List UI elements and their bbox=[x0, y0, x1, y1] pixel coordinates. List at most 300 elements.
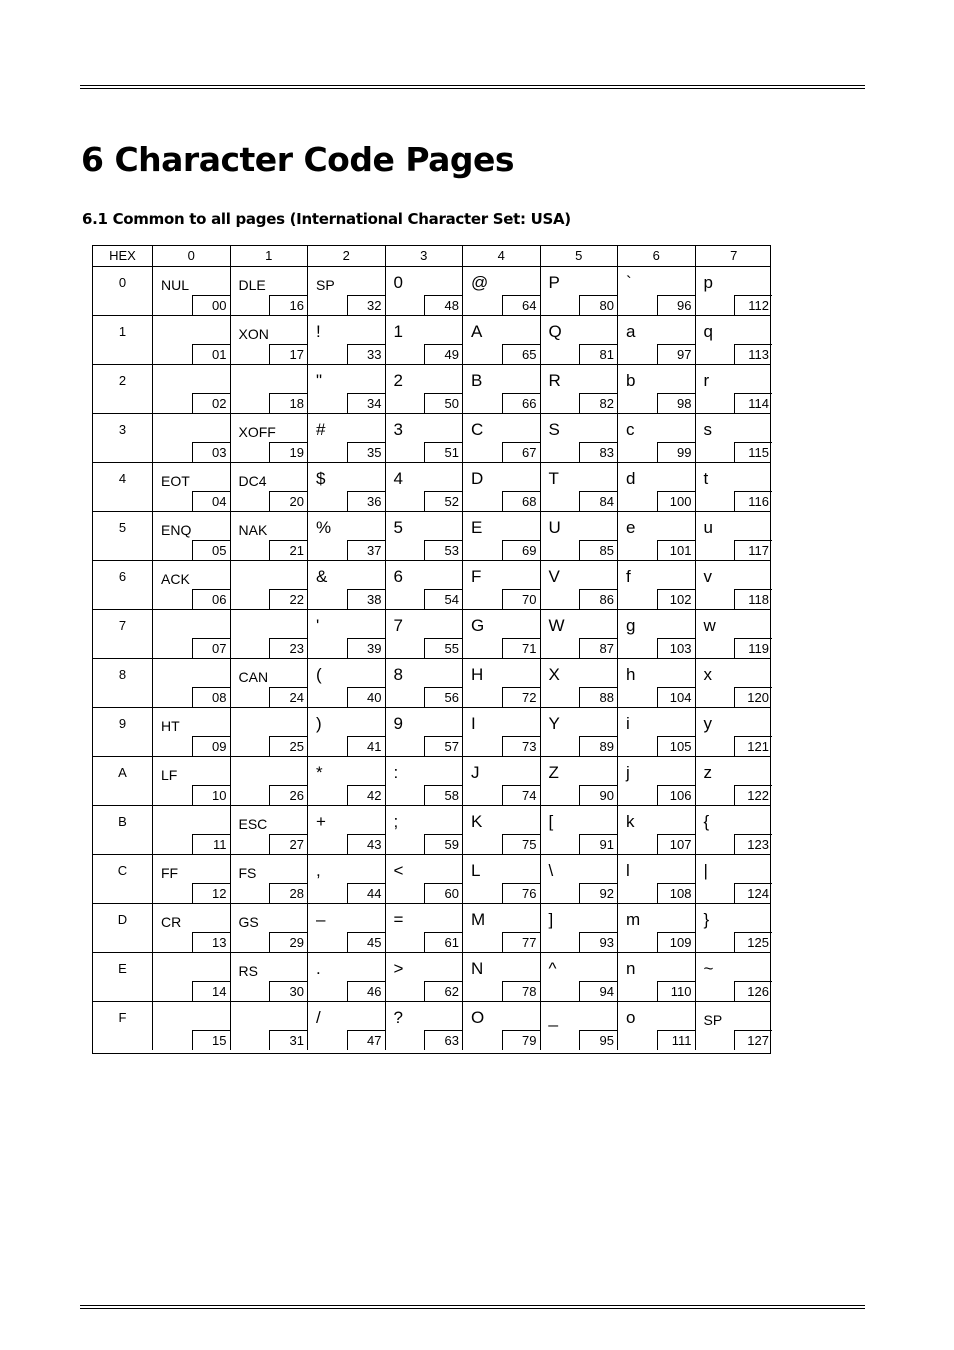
row-hex-label: 3 bbox=[118, 422, 127, 437]
decimal-code: 111 bbox=[657, 1030, 695, 1050]
code-cell bbox=[540, 904, 618, 952]
character-symbol: v bbox=[703, 567, 712, 586]
column-header-7: 7 bbox=[695, 246, 773, 266]
code-cell bbox=[617, 953, 695, 1001]
table-row bbox=[93, 610, 770, 659]
code-cell bbox=[462, 806, 540, 854]
code-cell bbox=[540, 855, 618, 903]
section-subtitle: 6.1 Common to all pages (International Character Set: USA) bbox=[82, 210, 571, 228]
code-cell bbox=[462, 365, 540, 413]
row-hex-label: A bbox=[118, 765, 127, 780]
decimal-code: 37 bbox=[347, 540, 385, 560]
character-symbol: O bbox=[471, 1008, 485, 1027]
decimal-code: 29 bbox=[269, 932, 307, 952]
code-cell bbox=[617, 610, 695, 658]
character-symbol: , bbox=[316, 861, 321, 880]
code-cell bbox=[230, 414, 308, 462]
character-symbol: EOT bbox=[161, 473, 190, 489]
code-cell bbox=[462, 414, 540, 462]
code-cell bbox=[385, 561, 463, 609]
decimal-code: 21 bbox=[269, 540, 307, 560]
decimal-code: 23 bbox=[269, 638, 307, 658]
decimal-code: 104 bbox=[657, 687, 695, 707]
code-cell bbox=[695, 512, 773, 560]
code-cell bbox=[385, 267, 463, 315]
code-cell bbox=[695, 610, 773, 658]
header-rule-top bbox=[80, 85, 865, 86]
character-symbol: ^ bbox=[548, 959, 557, 978]
decimal-code: 54 bbox=[424, 589, 462, 609]
character-symbol: NUL bbox=[161, 277, 190, 293]
code-cell bbox=[540, 659, 618, 707]
footer-rule-bottom bbox=[80, 1308, 865, 1309]
code-cell bbox=[307, 708, 385, 756]
decimal-code: 85 bbox=[579, 540, 617, 560]
character-symbol: = bbox=[393, 910, 404, 929]
code-cell bbox=[307, 1002, 385, 1050]
code-cell bbox=[385, 904, 463, 952]
character-symbol: DLE bbox=[238, 277, 266, 293]
code-cell bbox=[307, 904, 385, 952]
decimal-code: 04 bbox=[192, 491, 230, 511]
character-symbol: X bbox=[548, 665, 560, 684]
code-cell bbox=[230, 463, 308, 511]
character-symbol: Z bbox=[548, 763, 559, 782]
character-symbol: 9 bbox=[393, 714, 403, 733]
decimal-code: 121 bbox=[734, 736, 772, 756]
decimal-code: 122 bbox=[734, 785, 772, 805]
character-symbol: & bbox=[316, 567, 328, 586]
character-symbol: H bbox=[471, 665, 484, 684]
character-symbol: \ bbox=[548, 861, 554, 880]
character-symbol: 2 bbox=[393, 371, 403, 390]
character-symbol: A bbox=[471, 322, 483, 341]
character-symbol: q bbox=[703, 322, 713, 341]
code-cell bbox=[540, 365, 618, 413]
code-cell bbox=[385, 316, 463, 364]
character-symbol: b bbox=[626, 371, 636, 390]
decimal-code: 102 bbox=[657, 589, 695, 609]
decimal-code: 31 bbox=[269, 1030, 307, 1050]
hex-column-header: HEX bbox=[109, 248, 136, 263]
code-cell bbox=[385, 463, 463, 511]
decimal-code: 96 bbox=[657, 295, 695, 315]
code-cell bbox=[230, 365, 308, 413]
code-cell bbox=[152, 267, 230, 315]
code-cell bbox=[540, 1002, 618, 1050]
decimal-code: 47 bbox=[347, 1030, 385, 1050]
character-symbol: n bbox=[626, 959, 636, 978]
decimal-code: 15 bbox=[192, 1030, 230, 1050]
code-cell bbox=[540, 561, 618, 609]
code-cell bbox=[462, 1002, 540, 1050]
decimal-code: 19 bbox=[269, 442, 307, 462]
code-cell bbox=[385, 806, 463, 854]
character-symbol: F bbox=[471, 567, 482, 586]
code-cell bbox=[695, 414, 773, 462]
decimal-code: 64 bbox=[502, 295, 540, 315]
decimal-code: 08 bbox=[192, 687, 230, 707]
decimal-code: 91 bbox=[579, 834, 617, 854]
decimal-code: 127 bbox=[734, 1030, 772, 1050]
row-hex-label: B bbox=[118, 814, 127, 829]
character-symbol: V bbox=[548, 567, 560, 586]
code-cell bbox=[230, 1002, 308, 1050]
code-cell bbox=[152, 806, 230, 854]
character-symbol: j bbox=[626, 763, 630, 782]
character-symbol: S bbox=[548, 420, 560, 439]
code-cell bbox=[695, 365, 773, 413]
code-cell bbox=[540, 757, 618, 805]
decimal-code: 110 bbox=[657, 981, 695, 1001]
decimal-code: 25 bbox=[269, 736, 307, 756]
decimal-code: 26 bbox=[269, 785, 307, 805]
character-symbol: % bbox=[316, 518, 332, 537]
code-cell bbox=[540, 806, 618, 854]
code-cell bbox=[540, 708, 618, 756]
decimal-code: 88 bbox=[579, 687, 617, 707]
code-cell bbox=[385, 365, 463, 413]
decimal-code: 59 bbox=[424, 834, 462, 854]
decimal-code: 62 bbox=[424, 981, 462, 1001]
decimal-code: 06 bbox=[192, 589, 230, 609]
row-hex-label: E bbox=[118, 961, 127, 976]
decimal-code: 79 bbox=[502, 1030, 540, 1050]
decimal-code: 00 bbox=[192, 295, 230, 315]
decimal-code: 93 bbox=[579, 932, 617, 952]
table-row bbox=[93, 267, 770, 316]
code-cell bbox=[540, 267, 618, 315]
decimal-code: 39 bbox=[347, 638, 385, 658]
code-cell bbox=[695, 267, 773, 315]
character-symbol: G bbox=[471, 616, 485, 635]
decimal-code: 03 bbox=[192, 442, 230, 462]
code-cell bbox=[617, 267, 695, 315]
code-cell bbox=[462, 757, 540, 805]
decimal-code: 38 bbox=[347, 589, 385, 609]
decimal-code: 24 bbox=[269, 687, 307, 707]
decimal-code: 114 bbox=[734, 393, 772, 413]
decimal-code: 11 bbox=[192, 834, 230, 854]
code-cell bbox=[385, 953, 463, 1001]
code-cell bbox=[152, 659, 230, 707]
table-row bbox=[93, 463, 770, 512]
code-cell bbox=[617, 1002, 695, 1050]
decimal-code: 30 bbox=[269, 981, 307, 1001]
character-symbol: . bbox=[316, 959, 321, 978]
code-cell bbox=[540, 316, 618, 364]
row-hex-label: 1 bbox=[118, 324, 127, 339]
code-cell bbox=[230, 267, 308, 315]
character-symbol: ) bbox=[316, 714, 322, 733]
code-cell bbox=[307, 855, 385, 903]
decimal-code: 75 bbox=[502, 834, 540, 854]
decimal-code: 01 bbox=[192, 344, 230, 364]
decimal-code: 120 bbox=[734, 687, 772, 707]
character-symbol: N bbox=[471, 959, 484, 978]
code-cell bbox=[462, 953, 540, 1001]
character-symbol: e bbox=[626, 518, 636, 537]
row-hex-label: 2 bbox=[118, 373, 127, 388]
column-header-3: 3 bbox=[385, 246, 463, 266]
code-cell bbox=[152, 953, 230, 1001]
decimal-code: 18 bbox=[269, 393, 307, 413]
code-cell bbox=[307, 316, 385, 364]
character-symbol: _ bbox=[548, 1008, 558, 1027]
decimal-code: 13 bbox=[192, 932, 230, 952]
code-cell bbox=[230, 316, 308, 364]
decimal-code: 113 bbox=[734, 344, 772, 364]
decimal-code: 05 bbox=[192, 540, 230, 560]
code-cell bbox=[695, 561, 773, 609]
decimal-code: 41 bbox=[347, 736, 385, 756]
row-hex-label: 8 bbox=[118, 667, 127, 682]
character-symbol: < bbox=[393, 861, 404, 880]
character-symbol: | bbox=[703, 861, 708, 880]
character-symbol: NAK bbox=[238, 522, 268, 538]
character-symbol: y bbox=[703, 714, 712, 733]
character-symbol: XOFF bbox=[238, 424, 276, 440]
character-symbol: ' bbox=[316, 616, 320, 635]
character-symbol: M bbox=[471, 910, 486, 929]
code-cell bbox=[462, 267, 540, 315]
character-symbol: z bbox=[703, 763, 712, 782]
decimal-code: 74 bbox=[502, 785, 540, 805]
code-cell bbox=[307, 757, 385, 805]
decimal-code: 118 bbox=[734, 589, 772, 609]
decimal-code: 80 bbox=[579, 295, 617, 315]
code-cell bbox=[152, 708, 230, 756]
code-cell bbox=[462, 561, 540, 609]
code-cell bbox=[152, 855, 230, 903]
character-symbol: ] bbox=[548, 910, 554, 929]
decimal-code: 101 bbox=[657, 540, 695, 560]
character-symbol: GS bbox=[238, 914, 259, 930]
decimal-code: 78 bbox=[502, 981, 540, 1001]
code-cell bbox=[462, 316, 540, 364]
decimal-code: 58 bbox=[424, 785, 462, 805]
character-symbol: W bbox=[548, 616, 565, 635]
character-code-table bbox=[92, 245, 771, 1054]
code-cell bbox=[230, 561, 308, 609]
code-cell bbox=[152, 414, 230, 462]
decimal-code: 51 bbox=[424, 442, 462, 462]
code-cell bbox=[617, 414, 695, 462]
character-symbol: FF bbox=[161, 865, 179, 881]
code-cell bbox=[307, 806, 385, 854]
character-symbol: [ bbox=[548, 812, 554, 831]
character-symbol: 3 bbox=[393, 420, 403, 439]
decimal-code: 119 bbox=[734, 638, 772, 658]
code-cell bbox=[385, 610, 463, 658]
decimal-code: 42 bbox=[347, 785, 385, 805]
code-cell bbox=[617, 806, 695, 854]
character-symbol: C bbox=[471, 420, 484, 439]
table-row bbox=[93, 316, 770, 365]
character-symbol: $ bbox=[316, 469, 326, 488]
decimal-code: 65 bbox=[502, 344, 540, 364]
character-symbol: ~ bbox=[703, 959, 714, 978]
character-symbol: ESC bbox=[238, 816, 268, 832]
decimal-code: 116 bbox=[734, 491, 772, 511]
character-symbol: DC4 bbox=[238, 473, 267, 489]
character-symbol: h bbox=[626, 665, 636, 684]
decimal-code: 02 bbox=[192, 393, 230, 413]
character-symbol: ACK bbox=[161, 571, 190, 587]
code-cell bbox=[617, 463, 695, 511]
decimal-code: 106 bbox=[657, 785, 695, 805]
row-hex-label: D bbox=[117, 912, 128, 927]
footer-rule-top bbox=[80, 1305, 865, 1306]
code-cell bbox=[230, 855, 308, 903]
character-symbol: FS bbox=[238, 865, 257, 881]
code-cell bbox=[230, 512, 308, 560]
decimal-code: 43 bbox=[347, 834, 385, 854]
row-hex-label: F bbox=[118, 1010, 127, 1025]
code-cell bbox=[617, 561, 695, 609]
character-symbol: > bbox=[393, 959, 404, 978]
decimal-code: 68 bbox=[502, 491, 540, 511]
code-cell bbox=[540, 414, 618, 462]
column-header-4: 4 bbox=[462, 246, 540, 266]
code-cell bbox=[385, 512, 463, 560]
code-cell bbox=[152, 904, 230, 952]
decimal-code: 09 bbox=[192, 736, 230, 756]
decimal-code: 66 bbox=[502, 393, 540, 413]
decimal-code: 35 bbox=[347, 442, 385, 462]
decimal-code: 33 bbox=[347, 344, 385, 364]
character-symbol: t bbox=[703, 469, 709, 488]
row-hex-label: 6 bbox=[118, 569, 127, 584]
character-symbol: ! bbox=[316, 322, 321, 341]
decimal-code: 86 bbox=[579, 589, 617, 609]
decimal-code: 82 bbox=[579, 393, 617, 413]
code-cell bbox=[695, 757, 773, 805]
code-cell bbox=[152, 561, 230, 609]
decimal-code: 124 bbox=[734, 883, 772, 903]
code-cell bbox=[152, 316, 230, 364]
code-cell bbox=[385, 855, 463, 903]
code-cell bbox=[540, 953, 618, 1001]
code-cell bbox=[695, 953, 773, 1001]
character-symbol: p bbox=[703, 273, 713, 292]
character-symbol: a bbox=[626, 322, 636, 341]
character-symbol: { bbox=[703, 812, 710, 831]
decimal-code: 92 bbox=[579, 883, 617, 903]
column-header-6: 6 bbox=[617, 246, 695, 266]
code-cell bbox=[617, 659, 695, 707]
character-symbol: D bbox=[471, 469, 484, 488]
decimal-code: 123 bbox=[734, 834, 772, 854]
decimal-code: 115 bbox=[734, 442, 772, 462]
character-symbol: 0 bbox=[393, 273, 403, 292]
character-symbol: B bbox=[471, 371, 483, 390]
decimal-code: 103 bbox=[657, 638, 695, 658]
character-symbol: J bbox=[471, 763, 480, 782]
code-cell bbox=[152, 512, 230, 560]
table-row bbox=[93, 365, 770, 414]
decimal-code: 44 bbox=[347, 883, 385, 903]
column-header-2: 2 bbox=[307, 246, 385, 266]
column-header-1: 1 bbox=[230, 246, 308, 266]
code-cell bbox=[695, 904, 773, 952]
code-cell bbox=[617, 365, 695, 413]
code-cell bbox=[385, 659, 463, 707]
character-symbol: T bbox=[548, 469, 559, 488]
code-cell bbox=[540, 463, 618, 511]
character-symbol: L bbox=[471, 861, 481, 880]
character-symbol: Y bbox=[548, 714, 560, 733]
character-symbol: / bbox=[316, 1008, 321, 1027]
decimal-code: 98 bbox=[657, 393, 695, 413]
decimal-code: 99 bbox=[657, 442, 695, 462]
character-symbol: I bbox=[471, 714, 476, 733]
decimal-code: 97 bbox=[657, 344, 695, 364]
decimal-code: 55 bbox=[424, 638, 462, 658]
code-cell bbox=[230, 953, 308, 1001]
character-symbol: HT bbox=[161, 718, 180, 734]
decimal-code: 63 bbox=[424, 1030, 462, 1050]
code-cell bbox=[307, 267, 385, 315]
code-cell bbox=[540, 610, 618, 658]
decimal-code: 20 bbox=[269, 491, 307, 511]
code-cell bbox=[152, 757, 230, 805]
character-symbol: 1 bbox=[393, 322, 403, 341]
decimal-code: 07 bbox=[192, 638, 230, 658]
decimal-code: 81 bbox=[579, 344, 617, 364]
decimal-code: 126 bbox=[734, 981, 772, 1001]
decimal-code: 95 bbox=[579, 1030, 617, 1050]
table-row bbox=[93, 708, 770, 757]
character-symbol: ENQ bbox=[161, 522, 192, 538]
character-symbol: ? bbox=[393, 1008, 403, 1027]
character-symbol: g bbox=[626, 616, 636, 635]
character-symbol: SP bbox=[316, 277, 335, 293]
character-symbol: 8 bbox=[393, 665, 403, 684]
character-symbol: i bbox=[626, 714, 630, 733]
code-cell bbox=[385, 1002, 463, 1050]
code-cell bbox=[307, 953, 385, 1001]
code-cell bbox=[695, 1002, 773, 1050]
decimal-code: 14 bbox=[192, 981, 230, 1001]
row-hex-label: C bbox=[117, 863, 128, 878]
decimal-code: 94 bbox=[579, 981, 617, 1001]
character-symbol: u bbox=[703, 518, 713, 537]
character-symbol: P bbox=[548, 273, 560, 292]
decimal-code: 112 bbox=[734, 295, 772, 315]
table-row bbox=[93, 855, 770, 904]
character-symbol: XON bbox=[238, 326, 269, 342]
code-cell bbox=[307, 414, 385, 462]
decimal-code: 83 bbox=[579, 442, 617, 462]
code-cell bbox=[617, 316, 695, 364]
decimal-code: 49 bbox=[424, 344, 462, 364]
code-cell bbox=[152, 1002, 230, 1050]
code-cell bbox=[230, 659, 308, 707]
decimal-code: 52 bbox=[424, 491, 462, 511]
code-cell bbox=[307, 365, 385, 413]
code-cell bbox=[617, 904, 695, 952]
code-cell bbox=[462, 855, 540, 903]
decimal-code: 56 bbox=[424, 687, 462, 707]
decimal-code: 108 bbox=[657, 883, 695, 903]
decimal-code: 67 bbox=[502, 442, 540, 462]
character-symbol: c bbox=[626, 420, 635, 439]
code-cell bbox=[462, 904, 540, 952]
code-cell bbox=[307, 463, 385, 511]
decimal-code: 72 bbox=[502, 687, 540, 707]
code-cell bbox=[462, 708, 540, 756]
